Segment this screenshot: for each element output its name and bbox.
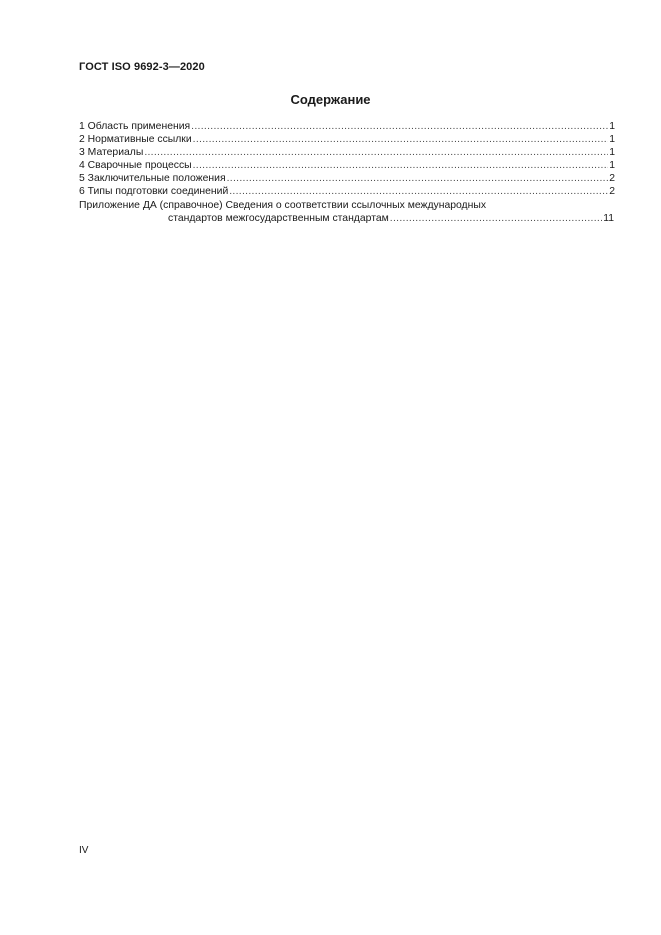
- dot-leader: [144, 146, 608, 159]
- toc-title: Содержание: [290, 92, 371, 107]
- dot-leader: [193, 159, 609, 172]
- dot-leader: [193, 133, 609, 146]
- toc-entry-title: 5 Заключительные положения: [79, 173, 226, 185]
- toc-entry-page: 1: [609, 160, 615, 172]
- document-code-header: ГОСТ ISO 9692-3—2020: [79, 61, 205, 73]
- toc-entry-title: 2 Нормативные ссылки: [79, 134, 192, 146]
- toc-entry-page: 1: [609, 134, 615, 146]
- toc-appendix-entry: [79, 212, 614, 225]
- toc-entry-page: 2: [609, 186, 615, 198]
- toc-entry-title: 1 Область применения: [79, 121, 191, 132]
- toc-entry-page: 2: [609, 173, 615, 185]
- toc-entry-title: 4 Сварочные процессы: [79, 160, 192, 172]
- toc-entry: [79, 185, 615, 198]
- dot-leader: [191, 120, 608, 133]
- dot-leader: [229, 185, 608, 198]
- toc-entry: [79, 172, 615, 185]
- toc-entry-page: 1: [609, 147, 615, 159]
- dot-leader: [390, 212, 602, 225]
- toc-appendix-title-line2: стандартов межгосударственным стандартам: [168, 212, 389, 224]
- table-of-contents: [79, 120, 615, 225]
- dot-leader: [227, 172, 609, 185]
- toc-entry: [79, 159, 615, 172]
- toc-entry: [79, 133, 615, 146]
- toc-entry: [79, 146, 615, 159]
- toc-entry-title: 6 Типы подготовки соединений: [79, 186, 229, 198]
- toc-entry-page: 1: [609, 121, 615, 132]
- toc-appendix-page: 11: [603, 212, 614, 224]
- toc-entry: [79, 120, 615, 133]
- toc-entry-title: 3 Материалы: [79, 147, 144, 159]
- toc-appendix-title-line1: Приложение ДА (справочное) Сведения о соответствии ссылочных международных: [79, 199, 487, 211]
- page-number-footer: IV: [79, 845, 89, 856]
